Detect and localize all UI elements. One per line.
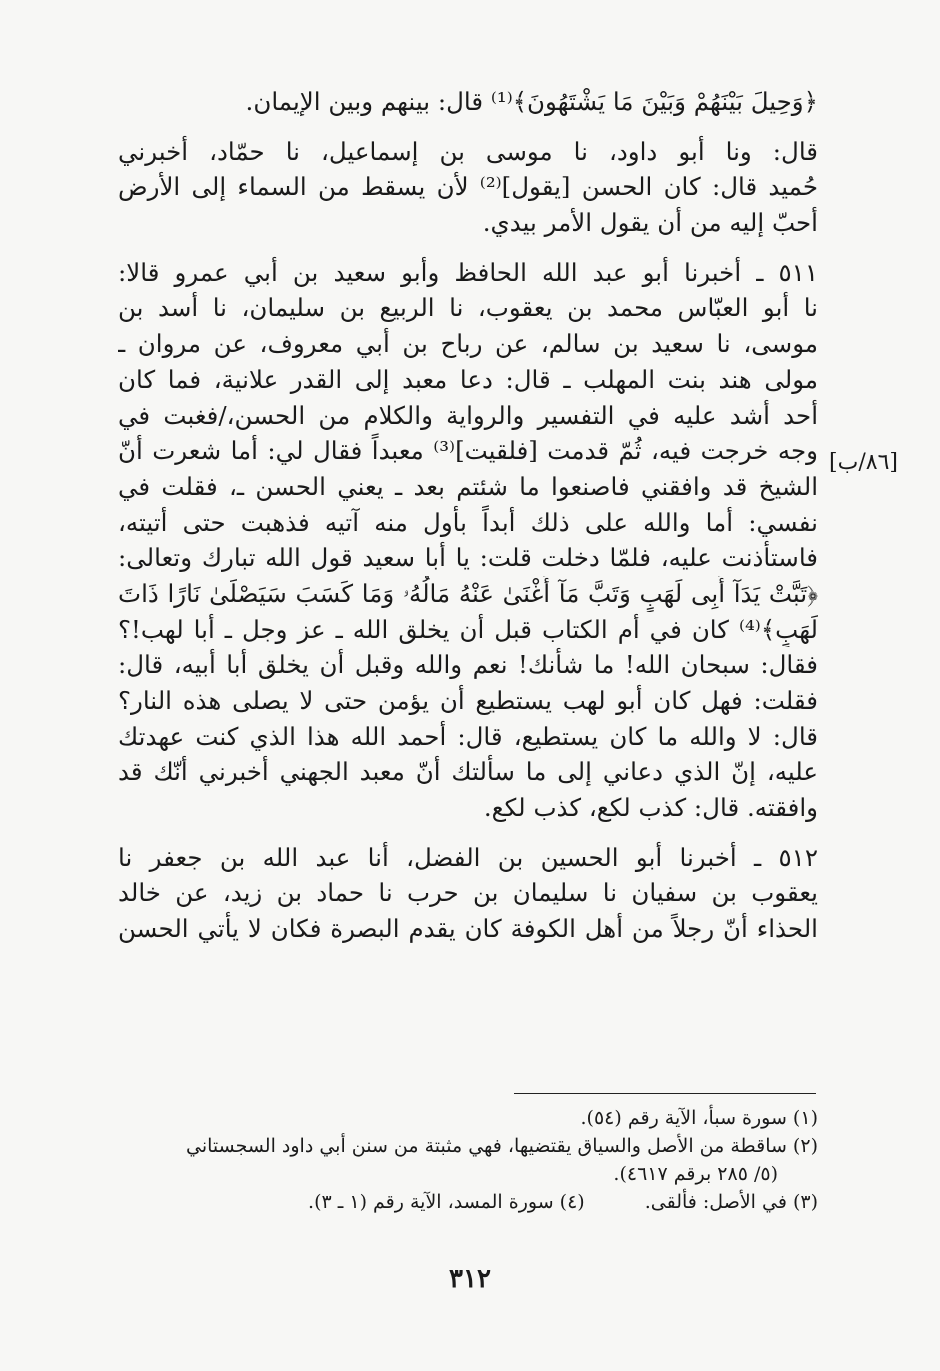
footnote-row [118, 1188, 818, 1216]
text-line: ﴿وَحِيلَ بَيْنَهُمْ وَبَيْنَ مَا يَشْتَهُونَ﴾⁽¹⁾ قال: بينهم وبين الإيمان. [245, 87, 818, 116]
footnote-1: (١) سورة سبأ، الآية رقم (٥٤). [580, 1107, 818, 1129]
text-line: لَهَبٍ﴾⁽⁴⁾ كان في أم الكتاب قبل أن يخلق الله ـ عز وجل ـ أبا لهب!؟ [118, 614, 818, 644]
text-line: عليه، إنّ الذي دعاني إلى ما سألتك أنّ معبد الجهني أخبرني أنّك قد [118, 757, 818, 787]
paragraph-gap [118, 241, 818, 255]
text-line: يعقوب بن سفيان نا سليمان بن حرب نا حماد بن زيد، عن خالد [118, 878, 818, 908]
page-number: ٣١٢ [449, 1264, 491, 1294]
text-line: ﴿تَبَّتْ يَدَآ أَبِى لَهَبٍ وَتَبَّ مَآ أَغْنَىٰ عَنْهُ مَالُهُۥ وَمَا كَسَبَ سَيَصْلَىٰ نَارًا ذَاتَ [118, 578, 818, 608]
footnote-4: (٤) سورة المسد، الآية رقم (١ ـ ٣). [308, 1191, 585, 1213]
text-line: قال: ونا أبو داود، نا موسى بن إسماعيل، نا حمّاد، أخبرني [118, 136, 818, 166]
footnote-3: (٣) في الأصل: فألقى. [644, 1191, 818, 1213]
text-line: الحذاء أنّ رجلاً من أهل الكوفة كان يقدم البصرة فكان لا يأتي الحسن [118, 914, 818, 944]
text-line: فاستأذنت عليه، فلمّا دخلت قلت: يا أبا سعيد قول الله تبارك وتعالى: [118, 543, 818, 573]
footnote-2-continuation: (٥/ ٢٨٥ برقم ٤٦١٧). [613, 1163, 778, 1185]
text-line: مولى هند بنت المهلب ـ قال: دعا معبد إلى القدر علانية، فما كان [118, 364, 818, 394]
text-line: وافقته. قال: كذب لكع، كذب لكع. [483, 793, 818, 823]
text-line: نفسي: أما والله على ذلك أبداً بأول منه آتيه فذهبت حتى أتيته، [118, 507, 818, 537]
manuscript-folio-marker: [٨٦/ب] [829, 450, 898, 475]
text-line: قال: لا والله ما كان يستطيع، قال: أحمد الله هذا الذي كنت عهدتك [118, 721, 818, 751]
footnote-separator [514, 1093, 816, 1094]
main-text [118, 84, 818, 947]
text-line: فقلت: فهل كان أبو لهب يستطيع أن يؤمن حتى لا يصلى هذه النار؟ [118, 686, 818, 715]
paragraph-gap [118, 826, 818, 840]
text-line: ٥١٢ ـ أخبرنا أبو الحسين بن الفضل، أنا عبد الله بن جعفر نا [118, 842, 818, 872]
text-line: فقال: سبحان الله! ما شأنك! نعم والله وقبل أن يخلق أبا أبيه، قال: [118, 650, 818, 680]
text-line: أحد أشد عليه في التفسير والرواية والكلام من الحسن،/فغبت في [118, 400, 818, 430]
text-line: حُميد قال: كان الحسن [يقول]⁽²⁾ لأن يسقط من السماء إلى الأرض [118, 172, 818, 202]
text-line: ٥١١ ـ أخبرنا أبو عبد الله الحافظ وأبو سعيد بن أبي عمرو قالا: [118, 257, 818, 287]
text-line: أحبّ إليه من أن يقول الأمر بيدي. [482, 208, 818, 238]
text-line: الشيخ قد وافقني فاصنعوا ما شئتم بعد ـ يعني الحسن ـ، فقلت في [118, 471, 818, 501]
text-line: نا أبو العبّاس محمد بن يعقوب، نا الربيع بن سليمان، نا أسد بن [118, 293, 818, 323]
text-line: موسى، نا سعيد بن سالم، عن رباح بن أبي معروف، عن مروان ـ [118, 329, 818, 359]
text-line: وجه خرجت فيه، ثُمّ قدمت [فلقيت]⁽³⁾ معبداً فقال لي: أما شعرت أنّ [118, 436, 818, 466]
paragraph-gap [118, 120, 818, 134]
footnotes [118, 1104, 818, 1216]
footnote-2: (٢) ساقطة من الأصل والسياق يقتضيها، فهي مثبتة من سنن أبي داود السجستاني [185, 1135, 818, 1157]
